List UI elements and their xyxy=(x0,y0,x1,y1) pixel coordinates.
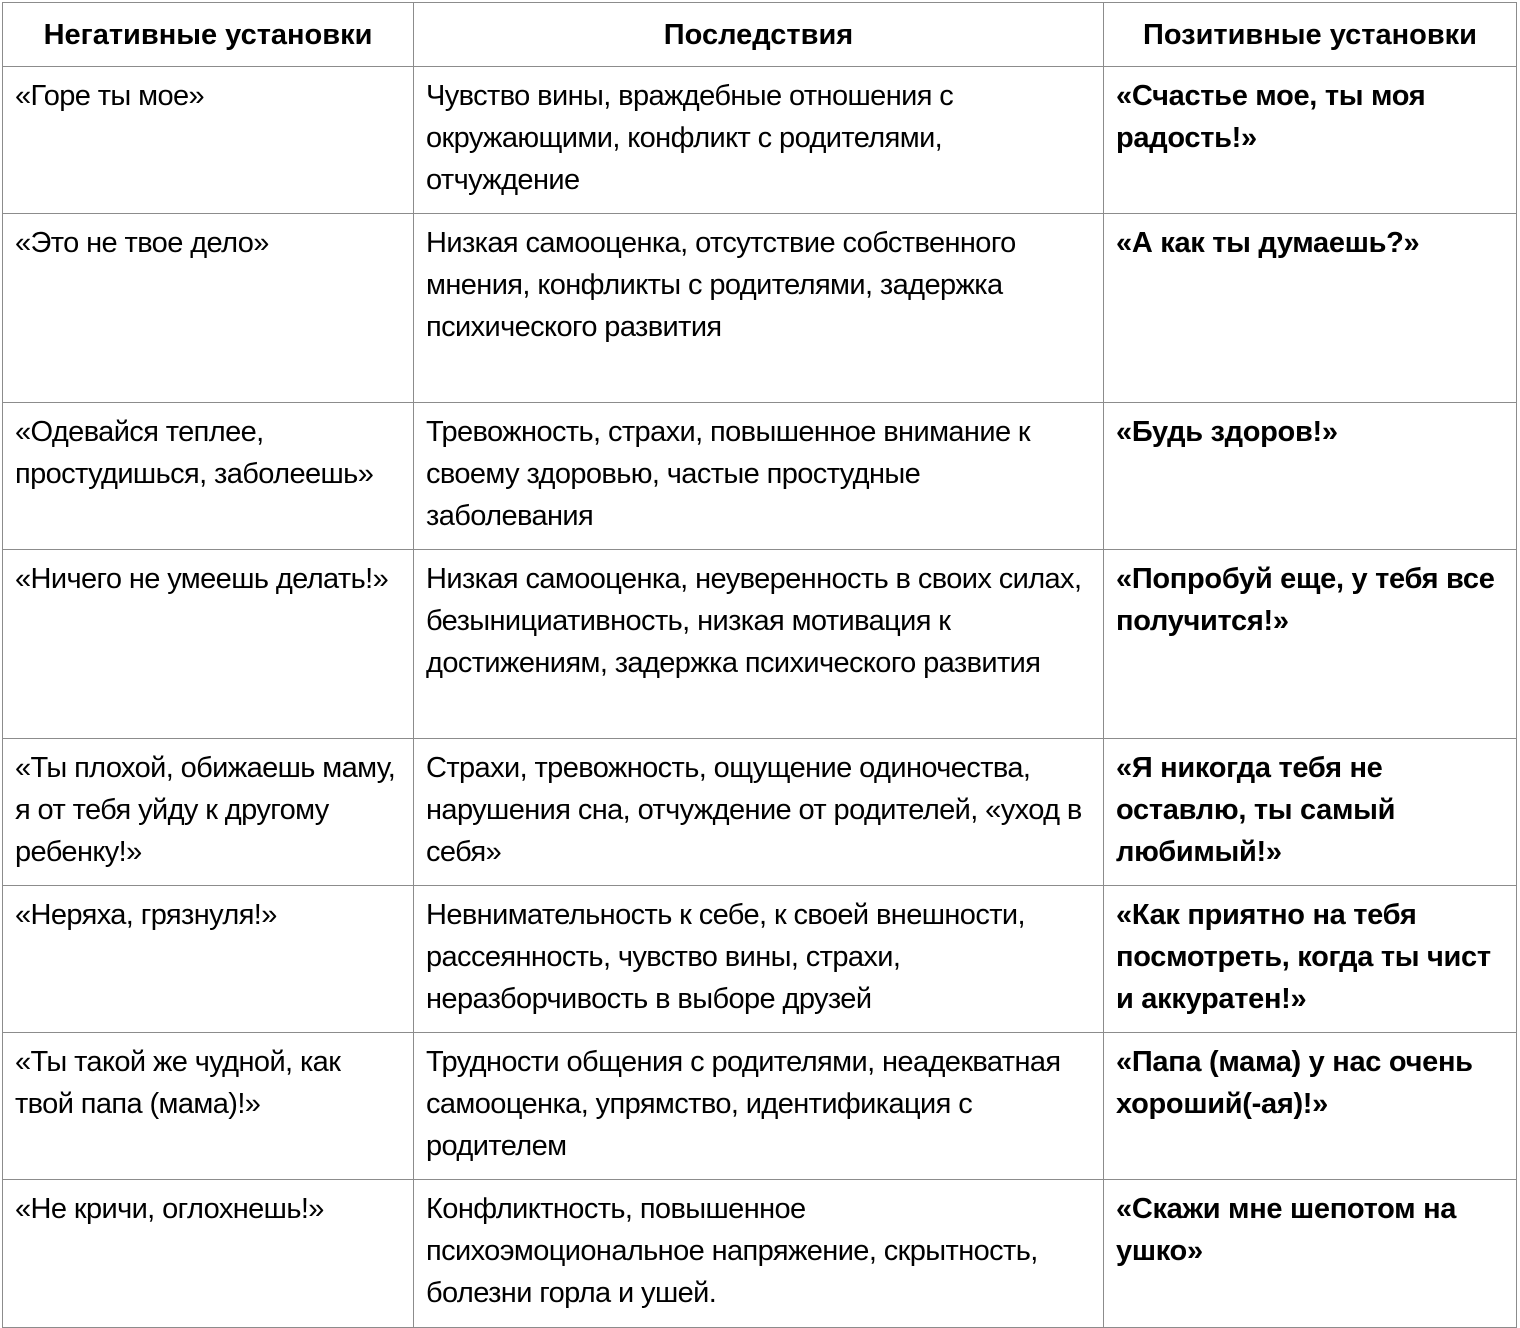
header-consequences: Последствия xyxy=(414,3,1104,67)
positive-attitude: «А как ты думаешь?» xyxy=(1104,214,1517,403)
positive-attitude: «Папа (мама) у нас очень хороший(-ая)!» xyxy=(1104,1033,1517,1180)
positive-attitude: «Счастье мое, ты моя радость!» xyxy=(1104,67,1517,214)
negative-attitude: «Это не твое дело» xyxy=(3,214,414,403)
consequences: Низкая самооценка, неуверенность в своих силах, безынициативность, низкая мотивация к достижениям, задержка психического развития xyxy=(414,550,1104,739)
header-positive: Позитивные установки xyxy=(1104,3,1517,67)
positive-attitude: «Скажи мне шепотом на ушко» xyxy=(1104,1180,1517,1328)
table-row xyxy=(3,1180,1517,1328)
consequences: Конфликтность, повышенное психоэмоциональное напряжение, скрытность, болезни горла и ушей. xyxy=(414,1180,1104,1328)
table-row xyxy=(3,67,1517,214)
negative-attitude: «Ты плохой, обижаешь маму, я от тебя уйду к другому ребенку!» xyxy=(3,739,414,886)
header-negative: Негативные установки xyxy=(3,3,414,67)
consequences: Низкая самооценка, отсутствие собственного мнения, конфликты с родителями, задержка психического развития xyxy=(414,214,1104,403)
table-row xyxy=(3,886,1517,1033)
consequences: Страхи, тревожность, ощущение одиночества, нарушения сна, отчуждение от родителей, «уход в себя» xyxy=(414,739,1104,886)
consequences: Тревожность, страхи, повышенное внимание к своему здоровью, частые простудные заболевания xyxy=(414,403,1104,550)
header-row xyxy=(3,3,1517,67)
positive-attitude: «Будь здоров!» xyxy=(1104,403,1517,550)
consequences: Невнимательность к себе, к своей внешности, рассеянность, чувство вины, страхи, неразборчивость в выборе друзей xyxy=(414,886,1104,1033)
positive-attitude: «Попробуй еще, у тебя все получится!» xyxy=(1104,550,1517,739)
table-row xyxy=(3,214,1517,403)
negative-attitude: «Не кричи, оглохнешь!» xyxy=(3,1180,414,1328)
positive-attitude: «Я никогда тебя не оставлю, ты самый любимый!» xyxy=(1104,739,1517,886)
negative-attitude: «Горе ты мое» xyxy=(3,67,414,214)
positive-attitude: «Как приятно на тебя посмотреть, когда ты чист и аккуратен!» xyxy=(1104,886,1517,1033)
table-row xyxy=(3,550,1517,739)
table-row xyxy=(3,403,1517,550)
negative-attitude: «Неряха, грязнуля!» xyxy=(3,886,414,1033)
attitudes-table xyxy=(2,2,1517,1328)
consequences: Трудности общения с родителями, неадекватная самооценка, упрямство, идентификация с родителем xyxy=(414,1033,1104,1180)
table-row xyxy=(3,1033,1517,1180)
consequences: Чувство вины, враждебные отношения с окружающими, конфликт с родителями, отчуждение xyxy=(414,67,1104,214)
table-row xyxy=(3,739,1517,886)
negative-attitude: «Ничего не умеешь делать!» xyxy=(3,550,414,739)
negative-attitude: «Одевайся теплее, простудишься, заболеешь» xyxy=(3,403,414,550)
negative-attitude: «Ты такой же чудной, как твой папа (мама)!» xyxy=(3,1033,414,1180)
